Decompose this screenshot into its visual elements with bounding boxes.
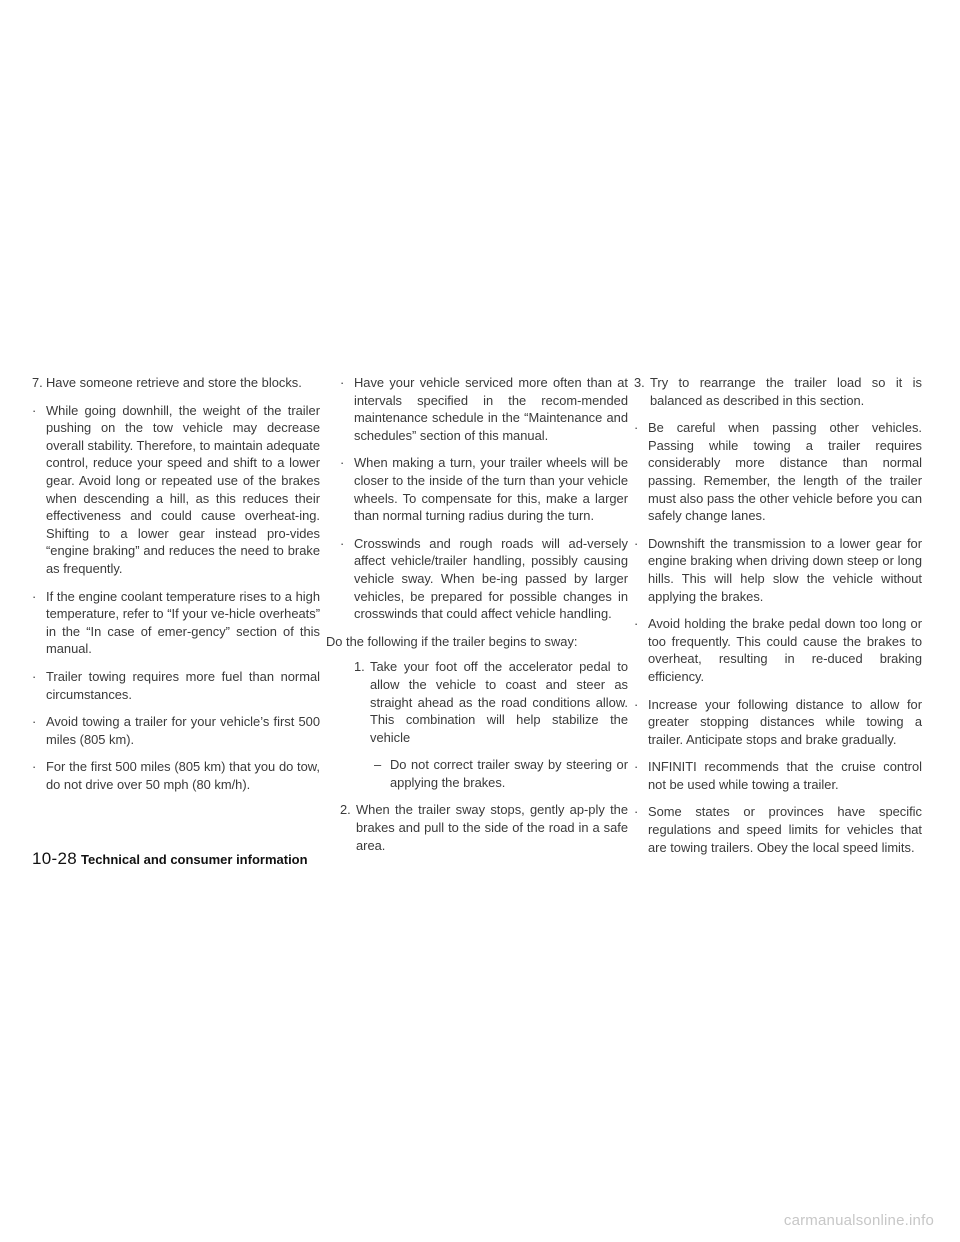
- list-item-speed-limit: [32, 758, 320, 793]
- list-item-text: While going downhill, the weight of the trailer pushing on the tow vehicle may decrease overall stability. Therefore, to maintain adequate control, reduce your speed and shift to a lower gear. Avoid long or repeated use of the brakes when descending a hill, as this reduces their effectiveness and could cause overheat-ing. Shifting to a lower gear instead pro-vides “engine braking” and reduces the need to brake as frequently.: [46, 402, 320, 576]
- sway-step-2: [340, 801, 628, 854]
- list-item-text: Downshift the transmission to a lower gear for engine braking when driving down steep or long hills. This will help slow the vehicle without applying the brakes.: [648, 535, 922, 604]
- bullet-marker: ·: [32, 759, 37, 775]
- step-text: Try to rearrange the trailer load so it is balanced as described in this section.: [650, 375, 922, 408]
- list-item-text: Crosswinds and rough roads will ad-versely affect vehicle/trailer handling, possibly causing vehicle sway. When be-ing passed by larger vehicles, be prepared for possible changes in crosswinds that could affect vehicle handling.: [354, 535, 628, 622]
- watermark: carmanualsonline.info: [783, 1212, 934, 1229]
- page-number: 10-28: [32, 849, 77, 868]
- step-number: 3.: [634, 375, 645, 390]
- list-item-turning: [340, 454, 628, 524]
- step-text: Take your foot off the accelerator pedal to allow the vehicle to coast and steer as straight ahead as the road conditions allow. This combination will help stabilize the vehicle: [370, 659, 628, 745]
- dash-marker: –: [374, 757, 382, 773]
- list-item-regulations: [634, 803, 922, 856]
- bullet-marker: ·: [32, 714, 37, 730]
- bullet-marker: ·: [32, 588, 37, 604]
- list-item-downhill: [32, 402, 320, 578]
- bullet-marker: ·: [340, 535, 345, 551]
- sway-intro: Do the following if the trailer begins to sway:: [326, 633, 578, 649]
- list-item-text: Be careful when passing other vehicles. Passing while towing a trailer requires considerably more distance than normal passing. Remember, the length of the trailer must also pass the other vehicle before you can safely change lanes.: [648, 420, 922, 524]
- bullet-marker: ·: [634, 759, 639, 775]
- list-item-first-500: [32, 713, 320, 748]
- step-number: 7.: [32, 375, 43, 390]
- list-item-text: If the engine coolant temperature rises to a high temperature, refer to “If your ve-hicle overheats” in the “In case of emer-gency” section of this manual.: [46, 588, 320, 657]
- list-item-brake-pedal: [634, 615, 922, 685]
- section-title: Technical and consumer information: [80, 852, 308, 867]
- list-item-text: Trailer towing requires more fuel than normal circumstances.: [46, 668, 320, 702]
- sway-sub-item: [374, 756, 628, 791]
- list-item-text: Some states or provinces have specific regulations and speed limits for vehicles that are towing trailers. Obey the local speed limits.: [648, 804, 922, 855]
- bullet-marker: ·: [634, 804, 639, 820]
- sway-step-1: [354, 658, 628, 746]
- sway-step-3: [634, 374, 922, 409]
- list-item-crosswinds: [340, 535, 628, 623]
- list-item-cruise-control: [634, 758, 922, 793]
- list-item-text: Avoid holding the brake pedal down too long or too frequently. This could cause the brakes to overheat, resulting in re-duced braking efficiency.: [648, 616, 922, 684]
- bullet-marker: ·: [340, 455, 345, 471]
- list-item-step-7: [32, 374, 320, 392]
- bullet-marker: ·: [634, 535, 639, 551]
- list-item-text: When making a turn, your trailer wheels will be closer to the inside of the turn than your vehicle wheels. To compensate for this, make a larger than normal turning radius during the turn.: [354, 455, 628, 524]
- bullet-marker: ·: [634, 696, 639, 712]
- bullet-marker: ·: [340, 375, 345, 390]
- list-item-text: INFINITI recommends that the cruise control not be used while towing a trailer.: [648, 759, 922, 792]
- list-item-text: Increase your following distance to allow for greater stopping distances while towing a trailer. Anticipate stops and brake gradually.: [648, 696, 922, 747]
- step-text: When the trailer sway stops, gently ap-ply the brakes and pull to the side of the road in a safe area.: [356, 802, 628, 853]
- bullet-marker: ·: [634, 616, 639, 632]
- sub-item-text: Do not correct trailer sway by steering or applying the brakes.: [390, 757, 628, 790]
- list-item-text: Have someone retrieve and store the blocks.: [46, 375, 302, 390]
- text-column-middle: [326, 374, 628, 864]
- list-item-following-distance: [634, 696, 922, 749]
- list-item-text: Avoid towing a trailer for your vehicle’s first 500 miles (805 km).: [46, 714, 320, 747]
- bullet-marker: ·: [634, 420, 639, 436]
- list-item-coolant: [32, 588, 320, 658]
- list-item-service: [340, 374, 628, 444]
- list-item-text: Have your vehicle serviced more often than at intervals specified in the recom-mended maintenance schedule in the “Maintenance and schedules” section of this manual.: [354, 375, 628, 443]
- bullet-marker: ·: [32, 402, 37, 418]
- step-number: 1.: [354, 659, 365, 675]
- list-item-text: For the first 500 miles (805 km) that you do tow, do not drive over 50 mph (80 km/h).: [46, 759, 320, 792]
- bullet-marker: ·: [32, 668, 37, 684]
- text-column-left: [32, 374, 320, 803]
- list-item-passing: [634, 419, 922, 525]
- page-footer: [32, 849, 308, 869]
- step-number: 2.: [340, 802, 351, 818]
- list-item-fuel: [32, 668, 320, 703]
- list-item-downshift: [634, 535, 922, 605]
- text-column-right: [634, 374, 922, 866]
